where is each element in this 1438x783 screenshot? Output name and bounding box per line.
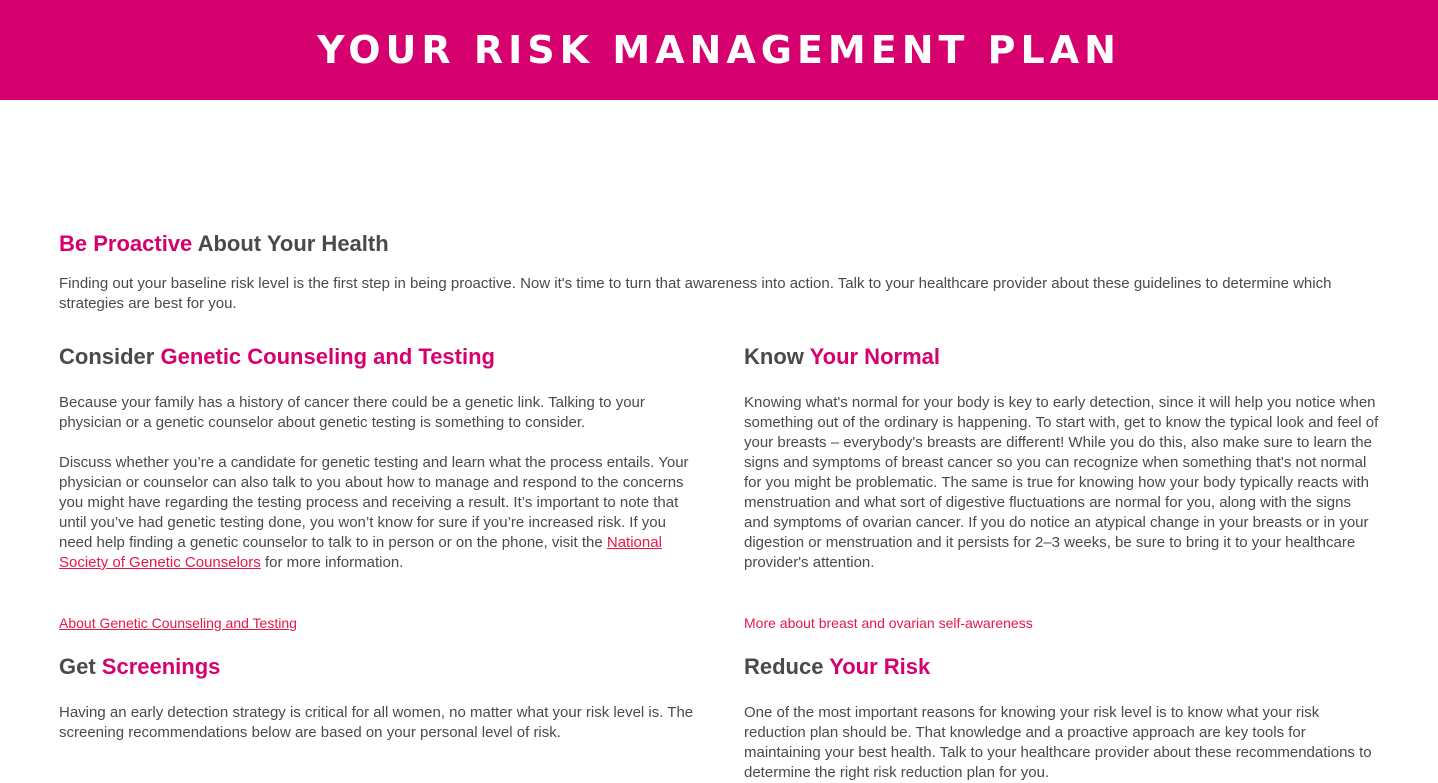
genetic-paragraph-1: Because your family has a history of cancer there could be a genetic link. Talking to your physician or a genetic counselor about genetic testing is something to consider. [59,394,645,431]
screenings-paragraph: Having an early detection strategy is critical for all women, no matter what your risk level is. The screening recommendations below are based on your personal level of risk. [59,704,694,741]
nsgc-link[interactable]: National Society of Genetic Counselors [59,534,662,571]
normal-heading-accent: Your Normal [809,344,940,369]
genetic-heading-prefix: Consider [59,344,161,369]
genetic-more-link[interactable]: About Genetic Counseling and Testing [59,615,297,631]
normal-heading [744,344,940,370]
screenings-heading [59,654,220,680]
intro-heading-rest: About Your Health [192,231,389,256]
genetic-heading-accent: Genetic Counseling and Testing [160,344,495,369]
genetic-paragraph-2-text-a: Discuss whether you’re a candidate for genetic testing and learn what the process entails. Your physician or counselor can also talk to you about how to manage and respond to the concerns you might have regarding the testing process and receiving a result. It’s important to note that until you’ve had genetic testing done, you won’t know for sure if you’re increased risk. If you need help finding a genetic counselor to talk to in person or on the phone, visit the [59,454,689,551]
intro-text: Finding out your baseline risk level is the first step in being proactive. Now it's time to turn that awareness into action. Talk to your healthcare provider about these guidelines to determine which strategies are best for you. [59,275,1332,312]
normal-paragraph: Knowing what's normal for your body is key to early detection, since it will help you notice when something out of the ordinary is happening. To start with, get to know the typical look and feel of your breasts – everybody's breasts are different! While you do this, also make sure to learn the signs and symptoms of breast cancer so you can recognize when something that's not normal for you might be problematic. The same is true for knowing how your body typically reacts with menstruation and what sort of digestive fluctuations are normal for you, along with the signs and symptoms of ovarian cancer. If you do notice an atypical change in your breasts or in your digestion or menstruation and it persists for 2–3 weeks, be sure to bring it to your healthcare provider's attention. [744,394,1379,571]
genetic-paragraph-2-text-b: for more information. [260,554,404,571]
reduce-heading [744,654,930,680]
screenings-heading-accent: Screenings [101,654,221,679]
intro-heading [59,231,389,257]
genetic-paragraph-2 [59,453,694,573]
reduce-heading-accent: Your Risk [829,654,931,679]
reduce-heading-prefix: Reduce [744,654,830,679]
screenings-heading-prefix: Get [59,654,102,679]
normal-more-link[interactable]: More about breast and ovarian self-awareness [744,615,1033,631]
genetic-heading [59,344,495,370]
reduce-paragraph: One of the most important reasons for knowing your risk level is to know what your risk reduction plan should be. That knowledge and a proactive approach are key tools for maintaining your best health. Talk to your healthcare provider about these recommendations to determine the right risk reduction plan for you. [744,704,1372,781]
page-title: YOUR RISK MANAGEMENT PLAN [317,28,1121,72]
normal-heading-prefix: Know [744,344,810,369]
page-banner [0,0,1438,100]
intro-heading-accent: Be Proactive [59,231,193,256]
